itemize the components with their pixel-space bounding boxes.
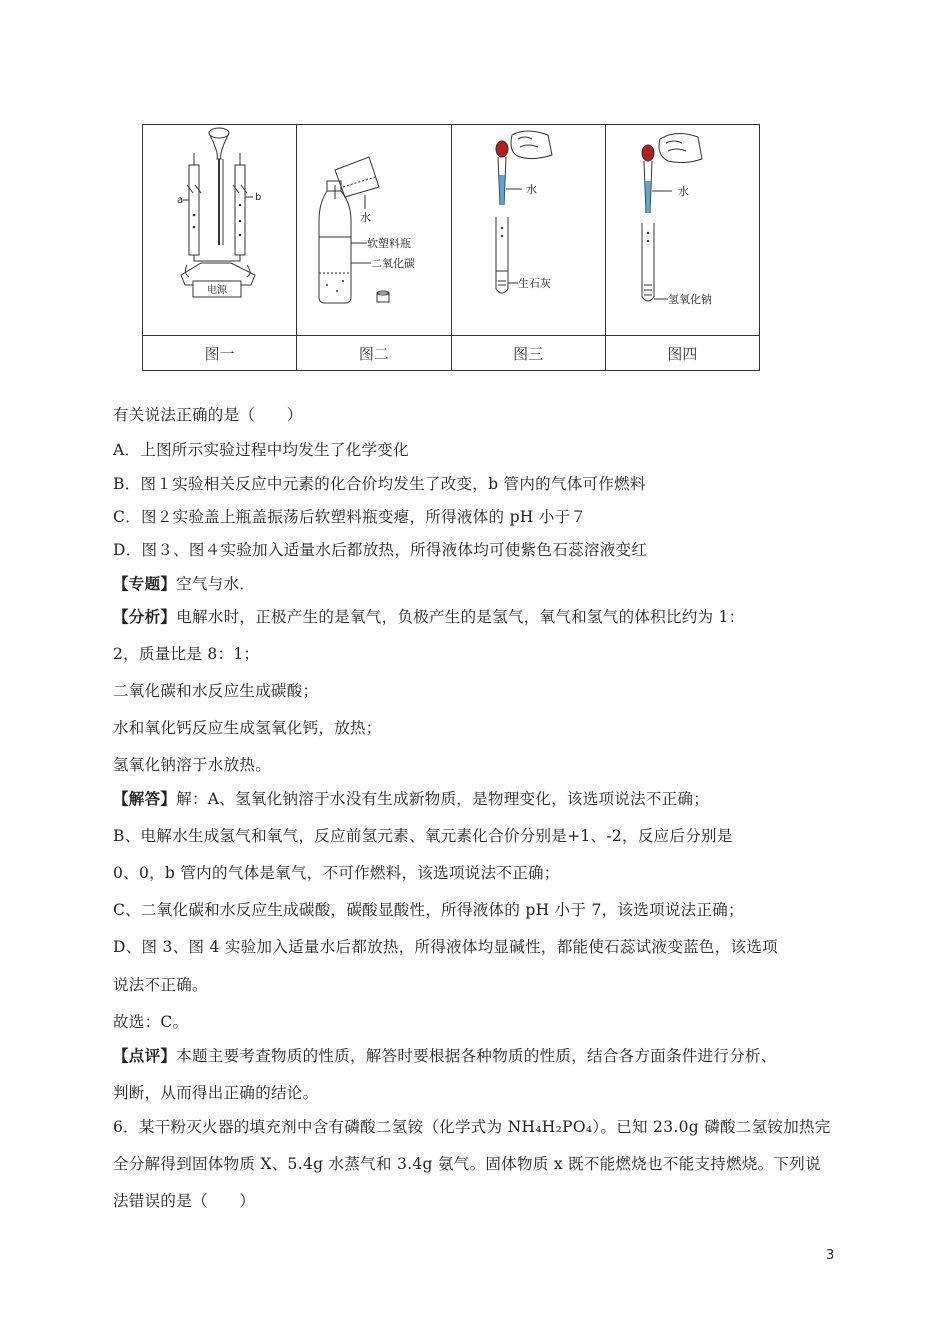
co2-label: 二氧化碳 (371, 257, 416, 270)
water-label: 水 (360, 211, 372, 224)
option-a: A．上图所示实验过程中均发生了化学变化 (113, 441, 409, 459)
answer-line-3: 0、0，b 管内的气体是氧气，不可作燃料，该选项说法不正确； (113, 864, 560, 882)
figure-1-cell (143, 125, 297, 336)
question-6-line-2: 全分解得到固体物质 X、5.4g 水蒸气和 3.4g 氨气。固体物质 x 既不能燃烧也不能支持燃烧。下列说 (113, 1155, 821, 1173)
sodium-hydroxide-label: 氢氧化钠 (667, 293, 712, 306)
caption-figure-4: 图四 (605, 336, 759, 371)
analysis-line-4: 水和氧化钙反应生成氢氧化钙，放热； (113, 719, 382, 737)
analysis-text-1: 电解水时，正极产生的是氧气，负极产生的是氢气，氧气和氢气的体积比约为 1： (176, 608, 745, 626)
topic-line (113, 574, 853, 594)
power-source-label: 电源 (207, 285, 227, 296)
comment-line-2: 判断，从而得出正确的结论。 (113, 1084, 319, 1102)
question-6-line-1: 6．某干粉灭火器的填充剂中含有磷酸二氢铵（化学式为 NH₄H₂PO₄）。已知 23.0g 磷酸二氢铵加热完 (113, 1118, 831, 1136)
electrolysis-apparatus-icon (143, 125, 296, 335)
figure-2-cell (297, 125, 451, 336)
answer-line-5: D、图 3、图 4 实验加入适量水后都放热，所得液体均显碱性，都能使石蕊试液变蓝色，该选项 (113, 938, 778, 956)
caption-figure-3: 图三 (451, 336, 605, 371)
analysis-line-5: 氢氧化钠溶于水放热。 (113, 756, 272, 774)
analysis-line-2: 2，质量比是 8：1； (113, 645, 260, 663)
soft-bottle-label: 软塑料瓶 (367, 237, 412, 250)
figure-4-cell (605, 125, 759, 336)
question-6-line-3: 法错误的是（ ） (113, 1192, 256, 1210)
question-stem: 有关说法正确的是（ ） (113, 406, 303, 424)
topic-text: 空气与水． (176, 575, 256, 593)
water-label: 水 (525, 183, 537, 196)
water-label: 水 (677, 185, 689, 198)
page-number: 3 (826, 1248, 835, 1263)
caption-figure-1: 图一 (143, 336, 297, 371)
comment-tag: 【点评】 (113, 1047, 177, 1065)
quicklime-test-tube-icon (452, 125, 605, 335)
answer-text-1: 解：A、氢氧化钠溶于水没有生成新物质，是物理变化，该选项说法不正确； (176, 790, 710, 808)
comment-line-1 (113, 1046, 853, 1066)
option-c: C．图２实验盖上瓶盖振荡后软塑料瓶变瘪，所得液体的 pH 小于７ (113, 508, 587, 526)
soft-bottle-co2-icon (297, 125, 450, 335)
answer-line-6: 说法不正确。 (113, 976, 208, 994)
sodium-hydroxide-test-tube-icon (606, 125, 759, 335)
answer-line-2: B、电解水生成氢气和氧气，反应前氢元素、氧元素化合价分别是+1、-2，反应后分别是 (113, 827, 733, 845)
analysis-line-1 (113, 607, 853, 627)
tube-b-label: b (255, 192, 262, 203)
answer-line-1 (113, 789, 853, 809)
answer-line-4: C、二氧化碳和水反应生成碳酸，碳酸显酸性，所得液体的 pH 小于 7，该选项说法正确； (113, 901, 744, 919)
answer-tag: 【解答】 (113, 790, 177, 808)
quicklime-label: 生石灰 (517, 277, 551, 290)
caption-figure-2: 图二 (297, 336, 451, 371)
figure-3-cell (451, 125, 605, 336)
option-d: D．图３、图４实验加入适量水后都放热，所得液体均可使紫色石蕊溶液变红 (113, 541, 648, 559)
analysis-line-3: 二氧化碳和水反应生成碳酸； (113, 682, 319, 700)
answer-line-7: 故选：C。 (113, 1013, 189, 1031)
comment-text-1: 本题主要考查物质的性质，解答时要根据各种物质的性质，结合各方面条件进行分析、 (176, 1047, 777, 1065)
topic-tag: 【专题】 (113, 575, 177, 593)
tube-a-label: a (177, 195, 184, 206)
analysis-tag: 【分析】 (113, 608, 177, 626)
option-b: B．图１实验相关反应中元素的化合价均发生了改变，b 管内的气体可作燃料 (113, 475, 646, 493)
experiment-figure-table (142, 124, 760, 371)
